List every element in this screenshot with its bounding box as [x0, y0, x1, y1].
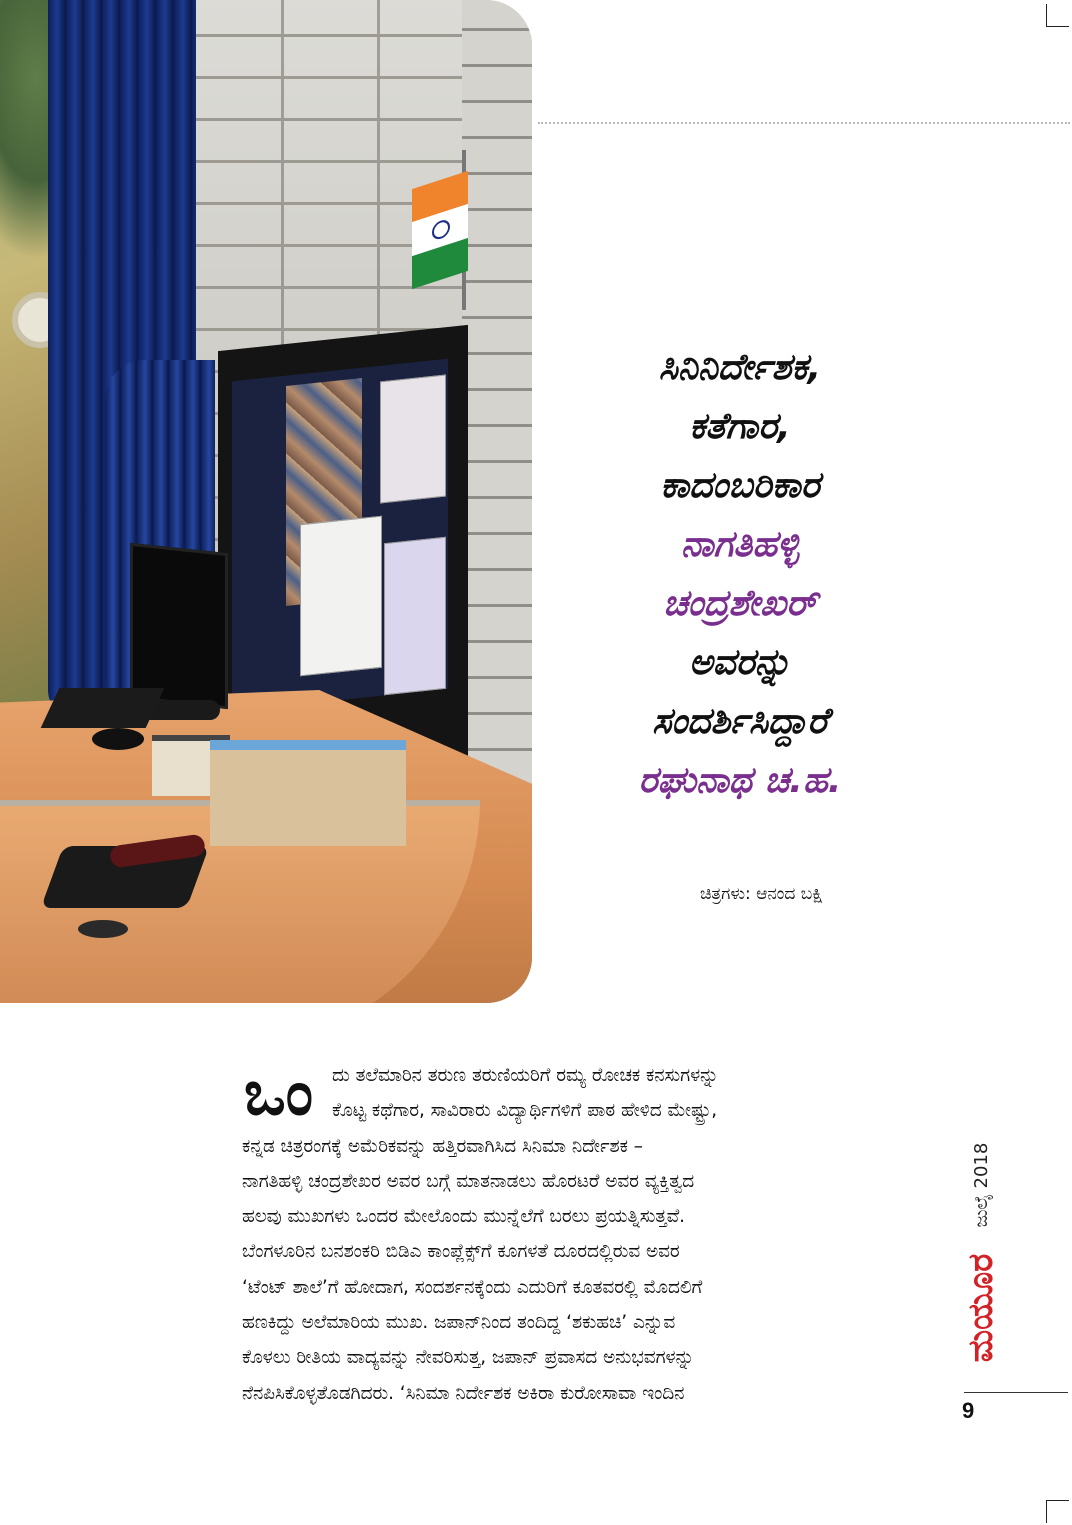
office-photo [0, 0, 532, 1003]
pinned-certificate [384, 537, 446, 696]
document-box [210, 740, 406, 846]
pinned-poster [380, 375, 446, 504]
article-line: ಬೆಂಗಳೂರಿನ ಬನಶಂಕರಿ ಬಿಡಿಎ ಕಾಂಪ್ಲೆಕ್ಸ್‌ಗೆ ಕೂಗಳತೆ ದೂರದಲ್ಲಿರುವ ಅವರ [242, 1241, 680, 1263]
issue-date-text: ಜುಲೈ 2018 [971, 1142, 992, 1228]
indian-flag [412, 171, 468, 289]
headline-line: ಸಿನಿನಿರ್ದೇಶಕ, [658, 347, 822, 388]
article-line: ಹಣಕಿದ್ದು ಅಲೆಮಾರಿಯ ಮುಖ. ಜಪಾನ್‌ನಿಂದ ತಂದಿದ್ದ ‘ಶಕುಹಚಿ’ ಎನ್ನುವ [242, 1312, 676, 1334]
headline [560, 338, 920, 810]
headline-line: ಸಂದರ್ಶಿಸಿದ್ದಾರೆ [652, 701, 828, 742]
headline-line-highlight: ಚಂದ್ರಶೇಖರ್ [663, 583, 817, 624]
article-line: ‘ಟೆಂಟ್ ಶಾಲೆ’ಗೆ ಹೋದಾಗ, ಸಂದರ್ಶನಕ್ಕೆಂದು ಎದುರಿಗೆ ಕೂತವರಲ್ಲಿ ಮೊದಲಿಗೆ [242, 1276, 703, 1298]
headline-line-highlight: ನಾಗತಿಹಳ್ಳಿ [680, 524, 800, 565]
headline-line: ಕತೆಗಾರ, [689, 406, 791, 447]
crop-mark-top-right [1046, 4, 1069, 27]
article-line: ಕನ್ನಡ ಚಿತ್ರರಂಗಕ್ಕೆ ಅಮೆರಿಕವನ್ನು ಹತ್ತಿರವಾಗಿಸಿದ ಸಿನಿಮಾ ನಿರ್ದೇಶಕ – [242, 1135, 643, 1157]
headline-line: ಕಾದಂಬರಿಕಾರ [660, 465, 820, 506]
keyboard [41, 688, 165, 728]
headline-line: ಅವರನ್ನು [688, 642, 792, 683]
mouse [92, 728, 144, 750]
article-line: ನಾಗತಿಹಳ್ಳಿ ಚಂದ್ರಶೇಖರ ಅವರ ಬಗ್ಗೆ ಮಾತನಾಡಲು ಹೊರಟರೆ ಅವರ ವ್ಯಕ್ತಿತ್ವದ [242, 1170, 695, 1192]
article-line: ನೆನಪಿಸಿಕೊಳ್ಳತೊಡಗಿದರು. ‘ಸಿನಿಮಾ ನಿರ್ದೇಶಕ ಅಕಿರಾ ಕುರೋಸಾವಾ ಇಂದಿನ [242, 1382, 685, 1404]
drop-cap: ಒಂ [244, 1056, 314, 1129]
dotted-divider [538, 122, 1070, 124]
page-number: 9 [962, 1398, 975, 1423]
author-byline: ರಘುನಾಥ ಚ.ಹ. [638, 760, 842, 801]
pinned-certificate [300, 516, 382, 677]
issue-date [962, 1130, 1002, 1240]
photo-credit: ಚಿತ್ರಗಳು: ಆನಂದ ಬಕ್ಷಿ [700, 884, 823, 904]
article-line: ಹಲವು ಮುಖಗಳು ಒಂದರ ಮೇಲೊಂದು ಮುನ್ನೆಲೆಗೆ ಬರಲು ಪ್ರಯತ್ನಿಸುತ್ತವೆ. [242, 1206, 686, 1228]
coaster [78, 920, 128, 938]
magazine-masthead [958, 1248, 1004, 1368]
crop-mark-bottom-right [1046, 1500, 1069, 1523]
footer-rule [964, 1392, 1068, 1393]
article-body [242, 1058, 922, 1411]
magazine-logo: ಮಯೂರ [961, 1253, 1001, 1363]
article-line: ಕೊಟ್ಟ ಕಥೆಗಾರ, ಸಾವಿರಾರು ವಿದ್ಯಾರ್ಥಿಗಳಿಗೆ ಪಾಠ ಹೇಳಿದ ಮೇಷ್ಟ್ರು, [332, 1100, 718, 1122]
article-line: ಕೊಳಲು ರೀತಿಯ ವಾದ್ಯವನ್ನು ನೇವರಿಸುತ್ತ, ಜಪಾನ್ ಪ್ರವಾಸದ ಅನುಭವಗಳನ್ನು [242, 1347, 695, 1369]
computer-monitor [130, 543, 228, 709]
article-line: ದು ತಲೆಮಾರಿನ ತರುಣ ತರುಣಿಯರಿಗೆ ರಮ್ಯ ರೋಚಕ ಕನಸುಗಳನ್ನು [332, 1065, 719, 1086]
